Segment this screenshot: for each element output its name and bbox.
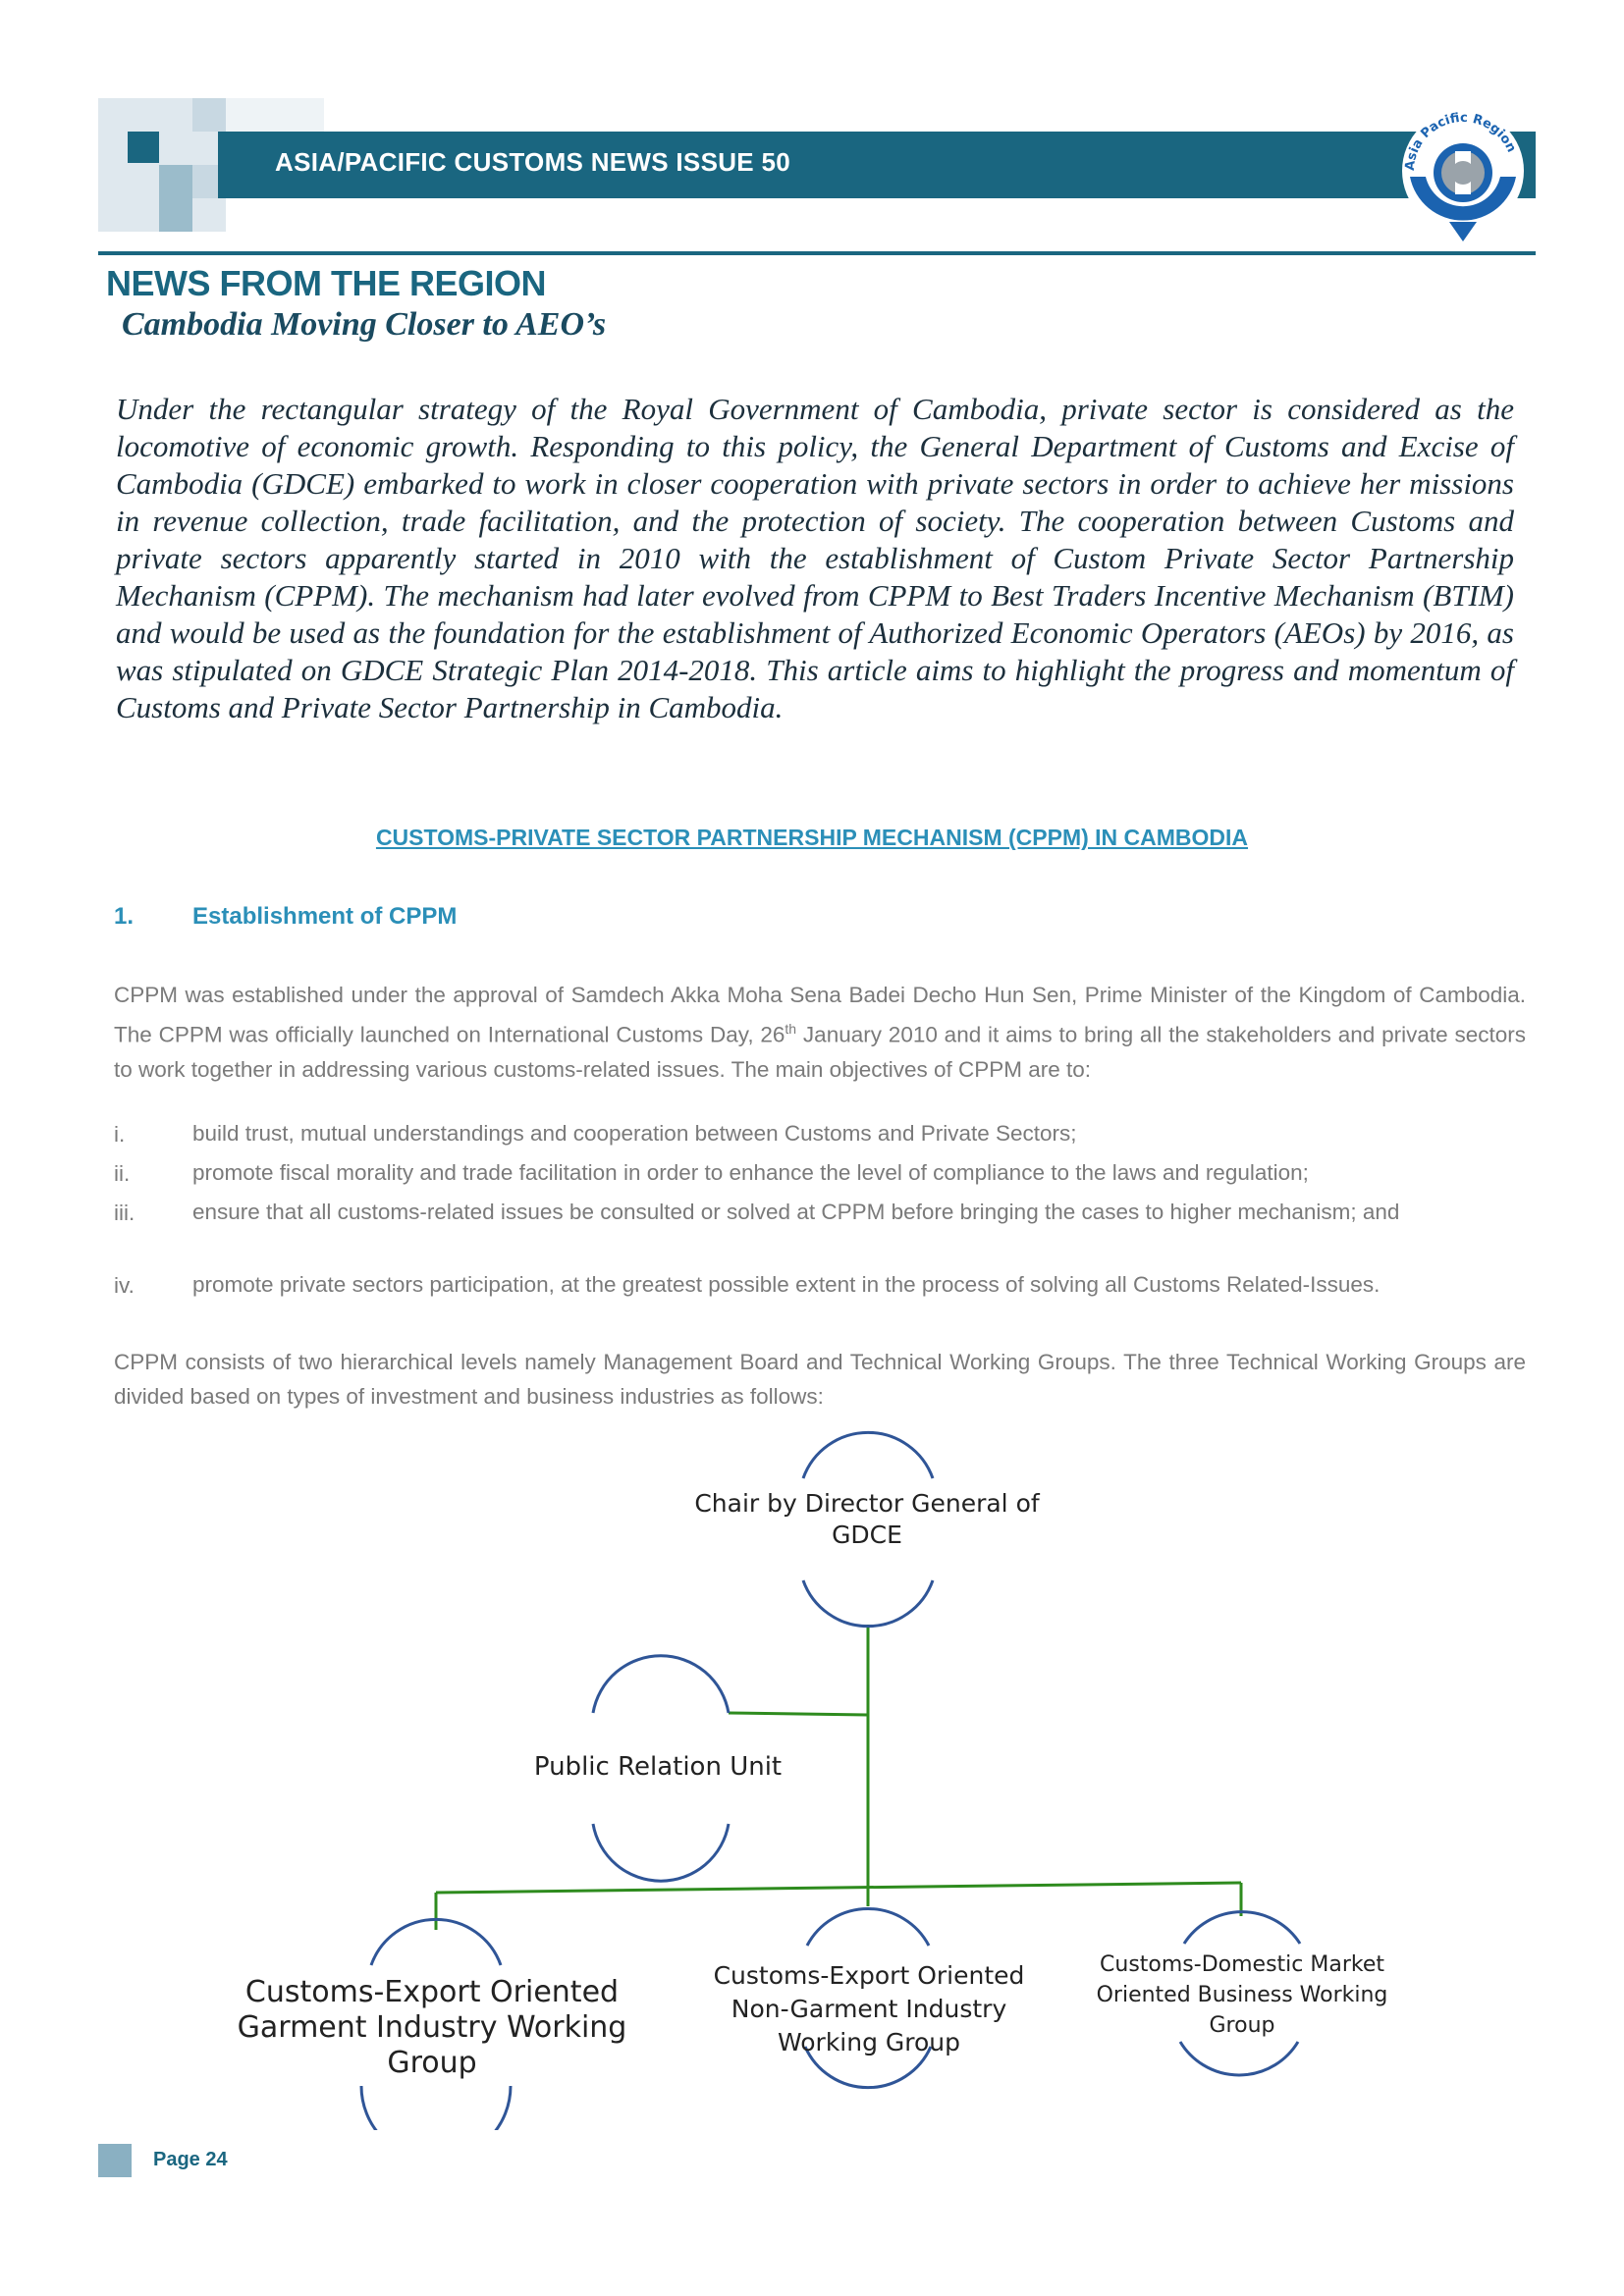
chart-node-public-relation: Public Relation Unit xyxy=(533,1752,783,1782)
establishment-paragraph: CPPM was established under the approval of Samdech Akka Moha Sena Badei Decho Hun Sen, Prime Minister of the Kingdom of Cambodia. The CPPM was officially launched on International Customs Day, 26th January 2010 and it aims to bring all the stakeholders and private sectors to work together in addressing various customs-related issues. The main objectives of CPPM are to: xyxy=(114,983,1526,1082)
objective-text: build trust, mutual understandings and cooperation between Customs and Private Sectors; xyxy=(192,1121,1077,1146)
objective-number: iv. xyxy=(114,1273,135,1298)
chart-node-chair: Chair by Director General of GDCE xyxy=(694,1489,1040,1549)
objective-number: iii. xyxy=(114,1201,135,1225)
article-title: Cambodia Moving Closer to AEO’s xyxy=(122,306,607,343)
objective-number: i. xyxy=(114,1122,126,1147)
section-title: NEWS FROM THE REGION xyxy=(106,263,546,303)
page-number: Page 24 xyxy=(153,2149,228,2170)
footer-square xyxy=(98,2144,132,2177)
section-heading: Establishment of CPPM xyxy=(192,903,458,930)
cppm-subheading: CUSTOMS-PRIVATE SECTOR PARTNERSHIP MECHANISM (CPPM) IN CAMBODIA xyxy=(375,825,1249,850)
objective-text: ensure that all customs-related issues be consulted or solved at CPPM before bringing the cases to higher mechanism; and xyxy=(192,1200,1400,1224)
objective-number: ii. xyxy=(114,1161,131,1186)
chart-node-domestic-group: Customs-Domestic Market Oriented Business Working Group xyxy=(1096,1952,1388,2038)
chart-node-garment-group: Customs-Export Oriented Garment Industry Working Group xyxy=(237,1975,627,2080)
objective-text: promote fiscal morality and trade facilitation in order to enhance the level of compliance to the laws and regulation; xyxy=(192,1160,1309,1185)
header-rule xyxy=(98,251,1536,255)
asia-pacific-logo-icon xyxy=(1390,98,1536,245)
objective-text: promote private sectors participation, at the greatest possible extent in the process of solving all Customs Related-Issues. xyxy=(192,1272,1380,1297)
structure-paragraph: CPPM consists of two hierarchical levels namely Management Board and Technical Working Groups. The three Technical Working Groups are divided based on types of investment and business industries as follows: xyxy=(114,1350,1526,1409)
section-number: 1. xyxy=(114,903,135,930)
intro-paragraph: Under the rectangular strategy of the Royal Government of Cambodia, private sector is considered as the locomotive of economic growth. Responding to this policy, the General Department of Customs and Excise of Cambodia (GDCE) embarked to work in closer cooperation with private sectors in order to achieve her missions in revenue collection, trade facilitation, and the protection of society. The cooperation between Customs and private sectors apparently started in 2010 with the establishment of Custom Private Sector Partnership Mechanism (CPPM). The mechanism had later evolved from CPPM to Best Traders Incentive Mechanism (BTIM) and would be used as the foundation for the establishment of Authorized Economic Operators (AEOs) by 2016, as was stipulated on GDCE Strategic Plan 2014-2018. This article aims to highlight the progress and momentum of Customs and Private Sector Partnership in Cambodia. xyxy=(116,392,1514,724)
svg-text:Asia Pacific Region: Asia Pacific Region xyxy=(1402,110,1519,172)
chart-node-non-garment-group: Customs-Export Oriented Non-Garment Industry Working Group xyxy=(713,1961,1025,2056)
header-title: ASIA/PACIFIC CUSTOMS NEWS ISSUE 50 xyxy=(275,147,790,177)
